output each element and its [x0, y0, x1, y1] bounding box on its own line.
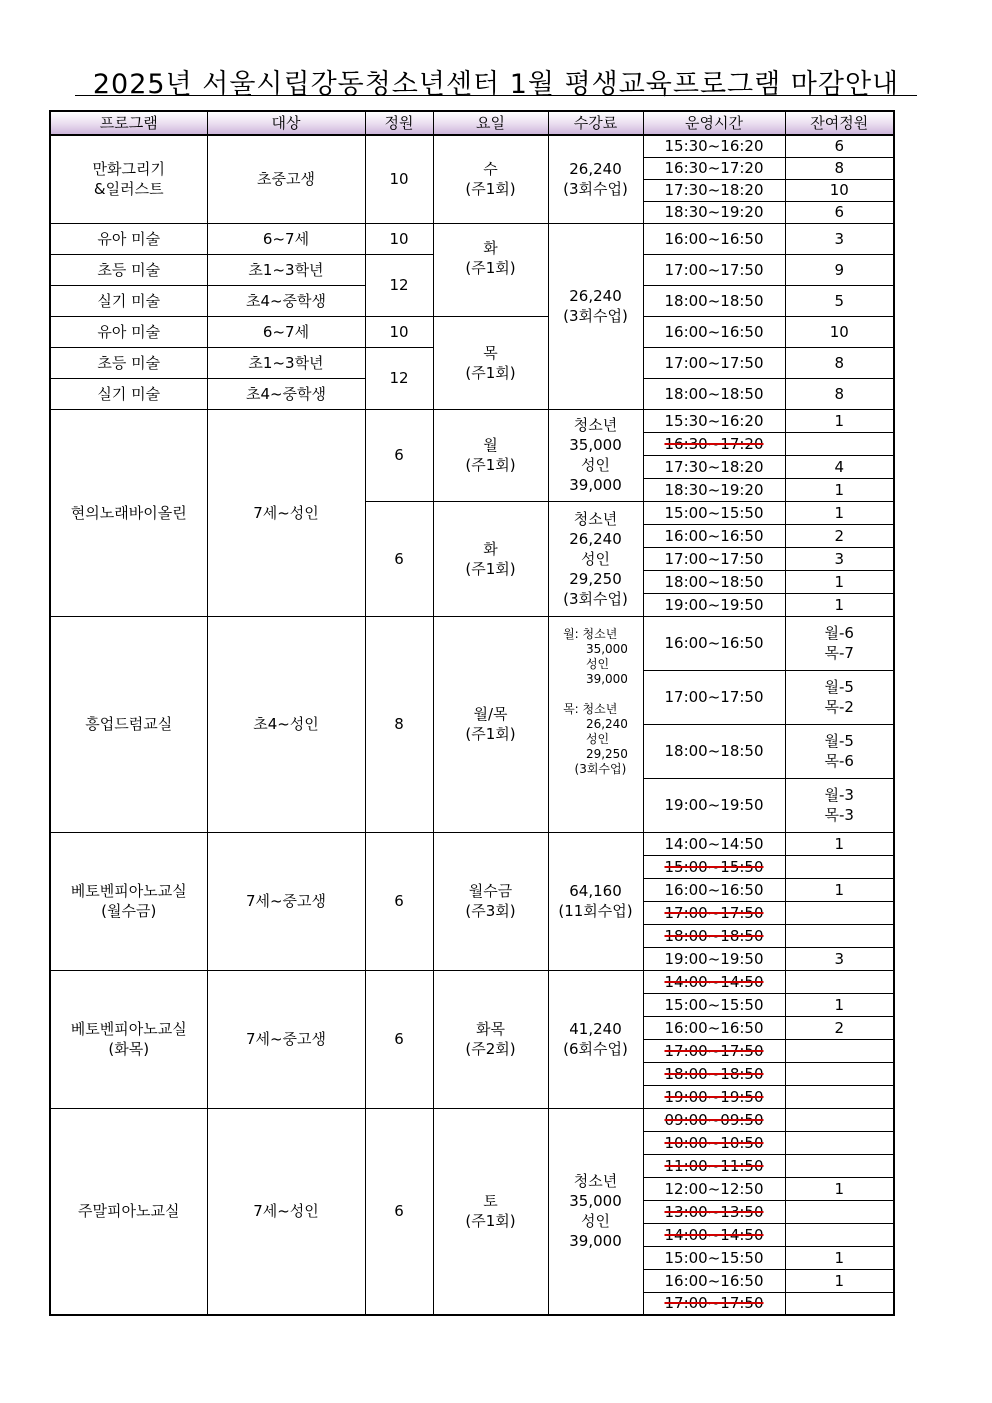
remaining-cell: 3 — [785, 223, 894, 254]
time-cell: 16:00~16:50 — [643, 223, 785, 254]
header-day: 요일 — [433, 111, 548, 135]
header-program: 프로그램 — [50, 111, 207, 135]
program-name: 주말피아노교실 — [50, 1108, 207, 1315]
time-cell-closed: 09:00~09:50 — [643, 1108, 785, 1131]
time-cell: 18:00~18:50 — [643, 285, 785, 316]
time-cell: 15:00~15:50 — [643, 1246, 785, 1269]
remaining-cell — [785, 1039, 894, 1062]
day-cell: 목 (주1회) — [433, 316, 548, 409]
remaining-cell — [785, 1085, 894, 1108]
remaining-cell — [785, 855, 894, 878]
remaining-cell — [785, 1154, 894, 1177]
program-name: 초등 미술 — [50, 347, 207, 378]
remaining-cell: 10 — [785, 179, 894, 201]
program-name: 유아 미술 — [50, 316, 207, 347]
capacity-cell: 6 — [365, 501, 433, 616]
table-row — [50, 616, 894, 670]
program-name: 실기 미술 — [50, 378, 207, 409]
capacity-cell: 6 — [365, 970, 433, 1108]
target-cell: 7세~성인 — [207, 409, 365, 616]
fee-text: 월: 청소년 35,000 성인 39,000 목: 청소년 26,240 성인 29,250 (3회수업) — [563, 626, 628, 776]
time-cell: 16:00~16:50 — [643, 878, 785, 901]
time-cell: 15:00~15:50 — [643, 993, 785, 1016]
table-row — [50, 135, 894, 157]
capacity-cell: 6 — [365, 409, 433, 501]
title-underline — [75, 95, 917, 96]
time-cell: 17:00~17:50 — [643, 670, 785, 724]
remaining-cell: 1 — [785, 1177, 894, 1200]
day-cell: 월/목 (주1회) — [433, 616, 548, 832]
time-cell: 15:00~15:50 — [643, 501, 785, 524]
target-cell: 초1~3학년 — [207, 254, 365, 285]
time-cell-closed: 18:00~18:50 — [643, 1062, 785, 1085]
table-row — [50, 970, 894, 993]
remaining-cell: 1 — [785, 570, 894, 593]
time-cell: 17:30~18:20 — [643, 179, 785, 201]
remaining-cell: 월-6 목-7 — [785, 616, 894, 670]
capacity-cell: 10 — [365, 135, 433, 223]
fee-cell: 청소년 26,240 성인 29,250 (3회수업) — [548, 501, 643, 616]
header-time: 운영시간 — [643, 111, 785, 135]
time-cell-closed: 19:00~19:50 — [643, 1085, 785, 1108]
time-cell-closed: 17:00~17:50 — [643, 1039, 785, 1062]
program-name: 베토벤피아노교실 (월수금) — [50, 832, 207, 970]
program-name: 베토벤피아노교실 (화목) — [50, 970, 207, 1108]
time-cell: 16:00~16:50 — [643, 316, 785, 347]
day-cell: 수 (주1회) — [433, 135, 548, 223]
remaining-cell — [785, 432, 894, 455]
program-name: 현의노래바이올린 — [50, 409, 207, 616]
table-row — [50, 316, 894, 347]
target-cell: 6~7세 — [207, 223, 365, 254]
time-cell: 18:00~18:50 — [643, 570, 785, 593]
remaining-cell: 1 — [785, 478, 894, 501]
target-cell: 초4~성인 — [207, 616, 365, 832]
fee-cell: 청소년 35,000 성인 39,000 — [548, 409, 643, 501]
remaining-cell: 8 — [785, 378, 894, 409]
program-table — [49, 110, 895, 1316]
time-cell: 19:00~19:50 — [643, 593, 785, 616]
remaining-cell: 1 — [785, 993, 894, 1016]
time-cell: 18:30~19:20 — [643, 201, 785, 223]
remaining-cell — [785, 1131, 894, 1154]
program-name: 초등 미술 — [50, 254, 207, 285]
time-cell-closed: 16:30~17:20 — [643, 432, 785, 455]
program-name: 유아 미술 — [50, 223, 207, 254]
remaining-cell — [785, 970, 894, 993]
program-name: 실기 미술 — [50, 285, 207, 316]
remaining-cell: 1 — [785, 878, 894, 901]
remaining-cell — [785, 1062, 894, 1085]
remaining-cell: 1 — [785, 409, 894, 432]
day-cell: 월수금 (주3회) — [433, 832, 548, 970]
remaining-cell: 8 — [785, 347, 894, 378]
remaining-cell — [785, 924, 894, 947]
time-cell: 16:30~17:20 — [643, 157, 785, 179]
remaining-cell: 1 — [785, 1246, 894, 1269]
capacity-cell: 6 — [365, 832, 433, 970]
day-cell: 화목 (주2회) — [433, 970, 548, 1108]
time-cell: 17:00~17:50 — [643, 547, 785, 570]
fee-cell: 64,160 (11회수업) — [548, 832, 643, 970]
remaining-cell: 6 — [785, 135, 894, 157]
time-cell: 19:00~19:50 — [643, 947, 785, 970]
time-cell-closed: 17:00~17:50 — [643, 901, 785, 924]
remaining-cell: 5 — [785, 285, 894, 316]
page-title: 2025년 서울시립강동청소년센터 1월 평생교육프로그램 마감안내 — [92, 69, 900, 100]
table-row — [50, 832, 894, 855]
target-cell: 6~7세 — [207, 316, 365, 347]
time-cell: 18:00~18:50 — [643, 724, 785, 778]
time-cell: 16:00~16:50 — [643, 1269, 785, 1292]
remaining-cell: 3 — [785, 547, 894, 570]
remaining-cell: 월-3 목-3 — [785, 778, 894, 832]
remaining-cell: 1 — [785, 1269, 894, 1292]
fee-cell — [548, 616, 643, 832]
time-cell-closed: 14:00~14:50 — [643, 1223, 785, 1246]
target-cell: 초4~중학생 — [207, 285, 365, 316]
time-cell-closed: 15:00~15:50 — [643, 855, 785, 878]
remaining-cell: 1 — [785, 832, 894, 855]
table-row — [50, 1108, 894, 1131]
time-cell: 17:30~18:20 — [643, 455, 785, 478]
time-cell-closed: 11:00~11:50 — [643, 1154, 785, 1177]
capacity-cell: 12 — [365, 347, 433, 409]
remaining-cell: 9 — [785, 254, 894, 285]
remaining-cell: 2 — [785, 524, 894, 547]
remaining-cell — [785, 1108, 894, 1131]
program-name: 흥업드럼교실 — [50, 616, 207, 832]
header-remaining: 잔여정원 — [785, 111, 894, 135]
remaining-cell: 4 — [785, 455, 894, 478]
day-cell: 화 (주1회) — [433, 501, 548, 616]
time-cell: 18:30~19:20 — [643, 478, 785, 501]
time-cell: 17:00~17:50 — [643, 254, 785, 285]
time-cell: 18:00~18:50 — [643, 378, 785, 409]
remaining-cell: 10 — [785, 316, 894, 347]
time-cell: 12:00~12:50 — [643, 1177, 785, 1200]
time-cell: 16:00~16:50 — [643, 616, 785, 670]
header-target: 대상 — [207, 111, 365, 135]
remaining-cell: 3 — [785, 947, 894, 970]
remaining-cell: 6 — [785, 201, 894, 223]
target-cell: 7세~성인 — [207, 1108, 365, 1315]
remaining-cell — [785, 1223, 894, 1246]
remaining-cell — [785, 1200, 894, 1223]
remaining-cell — [785, 901, 894, 924]
day-cell: 토 (주1회) — [433, 1108, 548, 1315]
header-capacity: 정원 — [365, 111, 433, 135]
target-cell: 초4~중학생 — [207, 378, 365, 409]
remaining-cell: 월-5 목-2 — [785, 670, 894, 724]
header-fee: 수강료 — [548, 111, 643, 135]
capacity-cell: 10 — [365, 223, 433, 254]
target-cell: 초중고생 — [207, 135, 365, 223]
remaining-cell: 1 — [785, 593, 894, 616]
fee-cell: 41,240 (6회수업) — [548, 970, 643, 1108]
fee-cell: 26,240 (3회수업) — [548, 135, 643, 223]
time-cell: 16:00~16:50 — [643, 1016, 785, 1039]
remaining-cell — [785, 1292, 894, 1315]
time-cell: 15:30~16:20 — [643, 409, 785, 432]
program-name: 만화그리기 &일러스트 — [50, 135, 207, 223]
day-cell: 화 (주1회) — [433, 223, 548, 316]
time-cell-closed: 13:00~13:50 — [643, 1200, 785, 1223]
time-cell: 19:00~19:50 — [643, 778, 785, 832]
capacity-cell: 10 — [365, 316, 433, 347]
day-cell: 월 (주1회) — [433, 409, 548, 501]
remaining-cell: 1 — [785, 501, 894, 524]
time-cell-closed: 10:00~10:50 — [643, 1131, 785, 1154]
table-row — [50, 409, 894, 432]
capacity-cell: 12 — [365, 254, 433, 316]
remaining-cell: 월-5 목-6 — [785, 724, 894, 778]
time-cell: 15:30~16:20 — [643, 135, 785, 157]
time-cell-closed: 18:00~18:50 — [643, 924, 785, 947]
capacity-cell: 6 — [365, 1108, 433, 1315]
remaining-cell: 8 — [785, 157, 894, 179]
time-cell-closed: 17:00~17:50 — [643, 1292, 785, 1315]
time-cell: 16:00~16:50 — [643, 524, 785, 547]
fee-cell: 26,240 (3회수업) — [548, 223, 643, 409]
target-cell: 7세~중고생 — [207, 970, 365, 1108]
time-cell: 17:00~17:50 — [643, 347, 785, 378]
target-cell: 7세~중고생 — [207, 832, 365, 970]
time-cell: 14:00~14:50 — [643, 832, 785, 855]
remaining-cell: 2 — [785, 1016, 894, 1039]
capacity-cell: 8 — [365, 616, 433, 832]
fee-cell: 청소년 35,000 성인 39,000 — [548, 1108, 643, 1315]
table-row — [50, 223, 894, 254]
table-header-row — [50, 111, 894, 135]
time-cell-closed: 14:00~14:50 — [643, 970, 785, 993]
target-cell: 초1~3학년 — [207, 347, 365, 378]
